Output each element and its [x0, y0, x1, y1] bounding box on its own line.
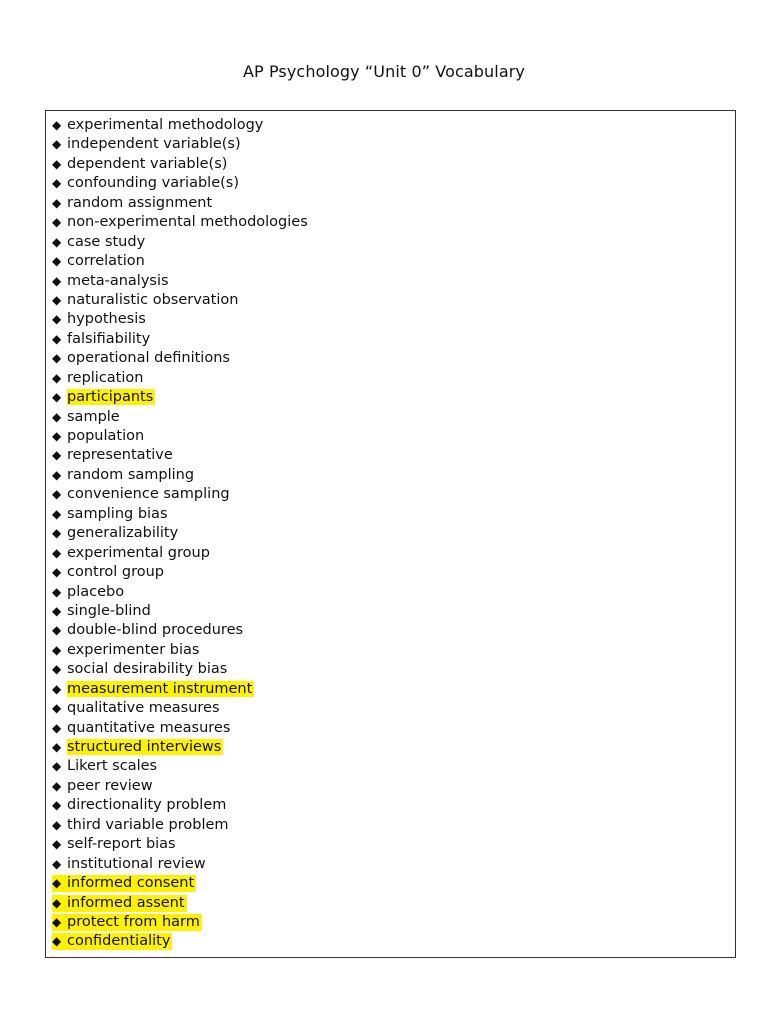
vocabulary-term: operational definitions: [67, 350, 230, 367]
list-item-row: [52, 136, 243, 153]
vocabulary-term: correlation: [67, 253, 145, 270]
diamond-bullet-icon: ◆: [52, 817, 62, 832]
list-item-row: [52, 778, 155, 795]
list-item-row: [52, 720, 232, 737]
list-item-row: [52, 370, 145, 387]
diamond-bullet-icon: ◆: [52, 331, 62, 346]
list-item: [52, 310, 310, 329]
vocabulary-term: peer review: [67, 777, 153, 794]
vocabulary-term: population: [67, 428, 145, 444]
list-item-row: [52, 447, 175, 464]
list-item: [52, 544, 310, 563]
diamond-bullet-icon: ◆: [52, 409, 62, 424]
list-item-row: [52, 856, 208, 873]
list-item: [52, 874, 310, 893]
list-item: [52, 583, 310, 602]
diamond-bullet-icon: ◆: [52, 370, 62, 385]
list-item-row: [52, 350, 232, 367]
list-item-row: [52, 486, 232, 503]
diamond-bullet-icon: ◆: [52, 467, 62, 482]
list-item: [52, 894, 310, 913]
list-item: [52, 252, 310, 271]
diamond-bullet-icon: ◆: [52, 934, 62, 949]
vocabulary-term: non-experimental methodologies: [67, 214, 308, 231]
vocabulary-term: Likert scales: [67, 758, 158, 775]
list-item: [52, 602, 310, 621]
diamond-bullet-icon: ◆: [52, 390, 62, 405]
diamond-bullet-icon: ◆: [52, 487, 62, 502]
list-item: [52, 505, 310, 524]
vocabulary-term: placebo: [67, 583, 125, 600]
diamond-bullet-icon: ◆: [52, 914, 62, 929]
diamond-bullet-icon: ◆: [52, 798, 62, 813]
list-item: [52, 330, 310, 349]
vocabulary-term: generalizability: [67, 525, 179, 542]
list-item-row: [52, 195, 214, 212]
list-item-row: [52, 545, 212, 562]
diamond-bullet-icon: ◆: [52, 254, 62, 269]
list-item: [52, 213, 310, 232]
list-item: [52, 835, 310, 854]
list-item: [52, 174, 310, 193]
diamond-bullet-icon: ◆: [52, 662, 62, 677]
diamond-bullet-icon: ◆: [52, 740, 62, 754]
list-item-row: [52, 409, 122, 426]
vocabulary-term: falsifiability: [67, 330, 151, 347]
vocabulary-term: institutional review: [67, 855, 206, 872]
list-item: [52, 466, 310, 485]
list-item-row: [52, 895, 187, 912]
diamond-bullet-icon: ◆: [52, 176, 62, 191]
list-item: [52, 641, 310, 660]
list-item-row: [52, 933, 172, 950]
vocabulary-term: replication: [67, 369, 144, 386]
diamond-bullet-icon: ◆: [52, 118, 62, 132]
vocabulary-term: sample: [67, 408, 120, 425]
list-item-row: [52, 817, 231, 834]
diamond-bullet-icon: ◆: [52, 506, 62, 521]
list-item-row: [52, 506, 170, 523]
page-title: AP Psychology “Unit 0” Vocabulary: [242, 62, 525, 81]
list-item-row: [52, 564, 166, 581]
diamond-bullet-icon: ◆: [52, 623, 62, 638]
vocabulary-term: confidentiality: [67, 933, 171, 950]
list-item: [52, 719, 310, 738]
vocabulary-term: sampling bias: [67, 505, 168, 522]
vocabulary-term: informed assent: [67, 894, 185, 911]
diamond-bullet-icon: ◆: [52, 545, 62, 560]
list-item-row: [52, 389, 157, 406]
diamond-bullet-icon: ◆: [52, 642, 62, 657]
vocabulary-term: measurement instrument: [67, 680, 253, 697]
list-item-row: [52, 117, 265, 134]
list-item: [52, 524, 310, 543]
list-item-row: [52, 253, 147, 270]
vocabulary-term: single-blind: [67, 602, 151, 619]
vocabulary-term: experimental group: [67, 544, 210, 561]
list-item-row: [52, 584, 126, 601]
vocabulary-term: experimenter bias: [67, 641, 200, 658]
diamond-bullet-icon: ◆: [52, 701, 62, 716]
list-item: [52, 913, 310, 932]
list-item: [52, 757, 310, 776]
vocabulary-term: confounding variable(s): [67, 175, 239, 192]
list-item: [52, 233, 310, 252]
diamond-bullet-icon: ◆: [52, 429, 62, 443]
list-item: [52, 855, 310, 874]
list-item-row: [52, 681, 256, 698]
vocabulary-term: dependent variable(s): [67, 155, 228, 172]
vocabulary-term: random sampling: [67, 466, 195, 483]
list-item-row: [52, 156, 229, 173]
vocabulary-term: quantitative measures: [67, 719, 231, 736]
list-item: [52, 816, 310, 835]
diamond-bullet-icon: ◆: [52, 584, 62, 599]
list-item-row: [52, 836, 178, 853]
list-item-row: [52, 467, 196, 484]
diamond-bullet-icon: ◆: [52, 195, 62, 210]
list-item-row: [52, 797, 228, 814]
list-item: [52, 680, 310, 699]
list-item-row: [52, 875, 196, 892]
diamond-bullet-icon: ◆: [52, 681, 62, 696]
list-item-row: [52, 642, 201, 659]
list-item-row: [52, 622, 245, 639]
vocabulary-list: [52, 116, 310, 952]
list-item-row: [52, 525, 180, 542]
list-item-row: [52, 292, 240, 309]
list-item: [52, 291, 310, 310]
diamond-bullet-icon: ◆: [52, 565, 62, 580]
vocabulary-term: convenience sampling: [67, 486, 230, 503]
diamond-bullet-icon: ◆: [52, 526, 62, 541]
list-item: [52, 388, 310, 407]
list-item: [52, 369, 310, 388]
vocabulary-term: protect from harm: [67, 913, 200, 930]
diamond-bullet-icon: ◆: [52, 876, 62, 891]
vocabulary-term: informed consent: [67, 875, 195, 892]
diamond-bullet-icon: ◆: [52, 292, 62, 307]
vocabulary-term: directionality problem: [67, 797, 227, 814]
list-item: [52, 194, 310, 213]
vocabulary-term: social desirability bias: [67, 661, 228, 678]
diamond-bullet-icon: ◆: [52, 312, 62, 327]
vocabulary-term: participants: [67, 389, 154, 406]
vocabulary-term: representative: [67, 447, 173, 464]
vocabulary-term: double-blind procedures: [67, 622, 244, 639]
list-item-row: [52, 739, 225, 756]
vocabulary-term: independent variable(s): [67, 136, 241, 153]
diamond-bullet-icon: ◆: [52, 603, 62, 618]
list-item: [52, 777, 310, 796]
list-item: [52, 116, 310, 135]
diamond-bullet-icon: ◆: [52, 856, 62, 871]
list-item: [52, 796, 310, 815]
vocabulary-term: experimental methodology: [67, 117, 264, 133]
diamond-bullet-icon: ◆: [52, 273, 62, 288]
vocabulary-term: control group: [67, 564, 164, 581]
list-item-row: [52, 700, 222, 717]
list-item-row: [52, 311, 148, 328]
diamond-bullet-icon: ◆: [52, 234, 62, 249]
list-item-row: [52, 914, 202, 931]
list-item: [52, 408, 310, 427]
list-item: [52, 621, 310, 640]
list-item: [52, 427, 310, 446]
list-item-row: [52, 603, 153, 620]
vocabulary-term: meta-analysis: [67, 272, 169, 289]
list-item: [52, 738, 310, 757]
diamond-bullet-icon: ◆: [52, 720, 62, 735]
diamond-bullet-icon: ◆: [52, 156, 62, 171]
list-item-row: [52, 758, 159, 775]
diamond-bullet-icon: ◆: [52, 137, 62, 152]
list-item-row: [52, 214, 310, 231]
diamond-bullet-icon: ◆: [52, 351, 62, 366]
diamond-bullet-icon: ◆: [52, 448, 62, 463]
vocabulary-term: structured interviews: [67, 739, 222, 755]
diamond-bullet-icon: ◆: [52, 895, 62, 910]
list-item-row: [52, 175, 241, 192]
list-item: [52, 699, 310, 718]
list-item-row: [52, 273, 171, 290]
list-item-row: [52, 331, 152, 348]
diamond-bullet-icon: ◆: [52, 215, 62, 230]
list-item-row: [52, 428, 146, 445]
list-item-row: [52, 661, 229, 678]
vocabulary-term: naturalistic observation: [67, 291, 239, 308]
vocabulary-term: random assignment: [67, 194, 213, 211]
diamond-bullet-icon: ◆: [52, 759, 62, 774]
list-item: [52, 272, 310, 291]
list-item: [52, 349, 310, 368]
list-item: [52, 932, 310, 951]
list-item: [52, 446, 310, 465]
list-item: [52, 660, 310, 679]
list-item: [52, 485, 310, 504]
list-item: [52, 155, 310, 174]
vocabulary-term: hypothesis: [67, 311, 146, 328]
list-item: [52, 135, 310, 154]
vocabulary-term: case study: [67, 233, 146, 250]
diamond-bullet-icon: ◆: [52, 837, 62, 852]
vocabulary-term: third variable problem: [67, 816, 229, 833]
list-item-row: [52, 234, 147, 251]
list-item: [52, 563, 310, 582]
diamond-bullet-icon: ◆: [52, 778, 62, 793]
vocabulary-term: self-report bias: [67, 836, 176, 853]
vocabulary-term: qualitative measures: [67, 700, 220, 717]
